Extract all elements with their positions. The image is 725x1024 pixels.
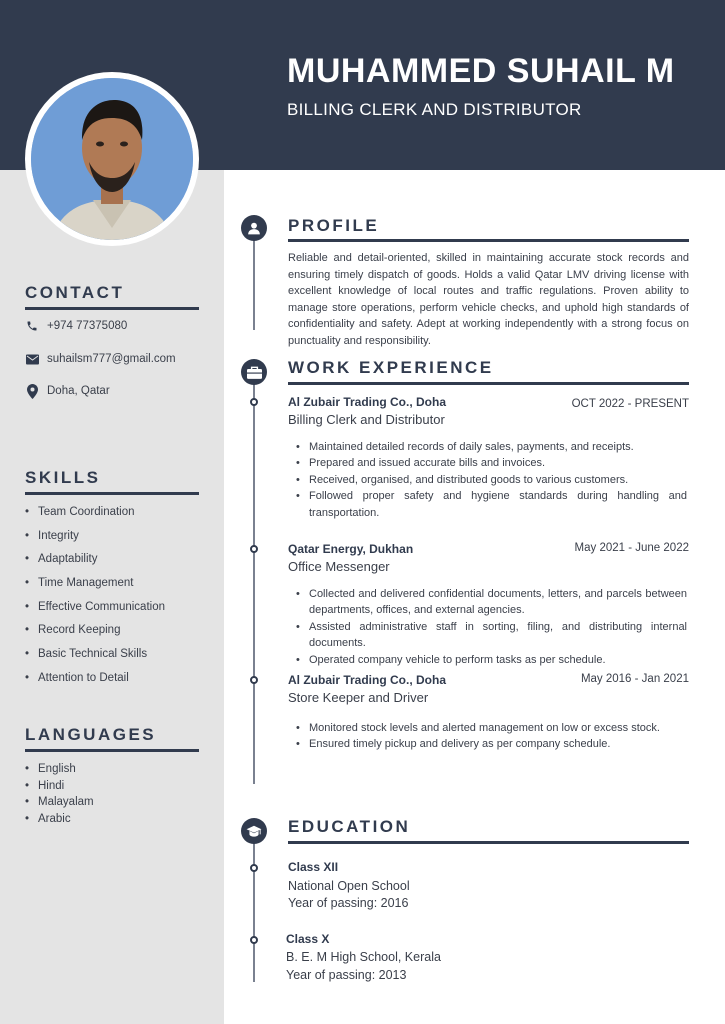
language-item: • English xyxy=(25,763,94,780)
job-dates: May 2021 - June 2022 xyxy=(574,542,689,554)
job-bullet: • Operated company vehicle to perform tasks as per schedule. xyxy=(296,652,687,668)
job-bullet: • Maintained detailed records of daily sales, payments, and receipts. xyxy=(296,439,687,455)
job-marker xyxy=(250,545,258,553)
skill-item: • Basic Technical Skills xyxy=(25,648,165,672)
job-bullets xyxy=(296,439,687,521)
experience-heading: WORK EXPERIENCE xyxy=(288,358,494,377)
job-bullet: • Monitored stock levels and alerted management on low or excess stock. xyxy=(296,720,687,736)
job-role: Store Keeper and Driver xyxy=(288,690,429,705)
skill-item: • Time Management xyxy=(25,577,165,601)
job-company: Qatar Energy, Dukhan xyxy=(288,542,414,556)
languages-list xyxy=(25,763,94,829)
language-item: • Malayalam xyxy=(25,796,94,813)
skill-item: • Record Keeping xyxy=(25,624,165,648)
education-timeline-line xyxy=(253,830,255,982)
job-marker xyxy=(250,398,258,406)
map-pin-icon xyxy=(25,384,39,398)
education-divider xyxy=(288,841,689,844)
job-bullet: • Ensured timely pickup and delivery as per company schedule. xyxy=(296,736,687,752)
experience-timeline-line xyxy=(253,372,255,784)
job-bullet: • Followed proper safety and hygiene standards during handling and transportation. xyxy=(296,488,687,521)
skills-list xyxy=(25,506,165,696)
education-title: Class XII xyxy=(288,860,339,874)
contact-location xyxy=(25,384,110,398)
languages-heading: LANGUAGES xyxy=(25,725,157,744)
email-text: suhailsm777@gmail.com xyxy=(47,353,176,365)
education-marker xyxy=(250,864,258,872)
envelope-icon xyxy=(25,352,39,366)
profile-heading: PROFILE xyxy=(288,216,380,235)
job-bullets xyxy=(296,586,687,668)
profile-divider xyxy=(288,239,689,242)
contact-email xyxy=(25,352,176,366)
location-text: Doha, Qatar xyxy=(47,385,110,397)
skill-item: • Effective Communication xyxy=(25,601,165,625)
profile-timeline-line xyxy=(253,230,255,330)
contact-divider xyxy=(25,307,199,310)
education-year: Year of passing: 2013 xyxy=(286,968,407,982)
language-item: • Arabic xyxy=(25,813,94,830)
education-year: Year of passing: 2016 xyxy=(288,896,409,910)
phone-text: +974 77375080 xyxy=(47,320,128,332)
user-icon xyxy=(241,215,267,241)
candidate-title: BILLING CLERK AND DISTRIBUTOR xyxy=(287,100,582,119)
contact-heading: CONTACT xyxy=(25,283,125,302)
education-school: National Open School xyxy=(288,879,410,893)
education-heading: EDUCATION xyxy=(288,817,411,836)
job-bullet: • Collected and delivered confidential documents, letters, and parcels between departments, offices, and external agencies. xyxy=(296,586,687,619)
skills-divider xyxy=(25,492,199,495)
education-title: Class X xyxy=(286,932,330,946)
contact-phone xyxy=(25,319,127,333)
graduation-cap-icon xyxy=(241,818,267,844)
job-bullets xyxy=(296,720,687,753)
job-role: Billing Clerk and Distributor xyxy=(288,412,445,427)
phone-icon xyxy=(25,319,39,333)
job-bullet: • Received, organised, and distributed goods to various customers. xyxy=(296,472,687,488)
job-company: Al Zubair Trading Co., Doha xyxy=(288,395,447,409)
job-dates: OCT 2022 - PRESENT xyxy=(571,398,689,410)
job-bullet: • Prepared and issued accurate bills and invoices. xyxy=(296,455,687,471)
profile-photo-frame xyxy=(25,72,199,246)
candidate-name: MUHAMMED SUHAIL M xyxy=(287,52,675,90)
profile-summary: Reliable and detail-oriented, skilled in maintaining accurate stock records and ensuring timely dispatch of goods. Holds a valid Qatar LMV driving license with excellent knowledge of local routes and traffic regulations. Proven ability to manage store operations, perform vehicle checks, and uphold high standards of confidentiality and safety. Adept at working independently with a strong focus on punctuality and responsibility. xyxy=(288,252,689,347)
education-school: B. E. M High School, Kerala xyxy=(286,950,441,964)
language-item: • Hindi xyxy=(25,780,94,797)
skill-item: • Team Coordination xyxy=(25,506,165,530)
job-dates: May 2016 - Jan 2021 xyxy=(580,673,689,685)
job-role: Office Messenger xyxy=(288,559,390,574)
briefcase-icon xyxy=(241,359,267,385)
profile-photo xyxy=(31,78,193,240)
education-marker xyxy=(250,936,258,944)
experience-divider xyxy=(288,382,689,385)
skill-item: • Integrity xyxy=(25,530,165,554)
job-bullet: • Assisted administrative staff in sorting, filing, and distributing internal documents. xyxy=(296,619,687,652)
skills-heading: SKILLS xyxy=(25,468,101,487)
languages-divider xyxy=(25,749,199,752)
job-marker xyxy=(250,676,258,684)
skill-item: • Attention to Detail xyxy=(25,672,165,696)
job-company: Al Zubair Trading Co., Doha xyxy=(288,673,447,687)
skill-item: • Adaptability xyxy=(25,553,165,577)
